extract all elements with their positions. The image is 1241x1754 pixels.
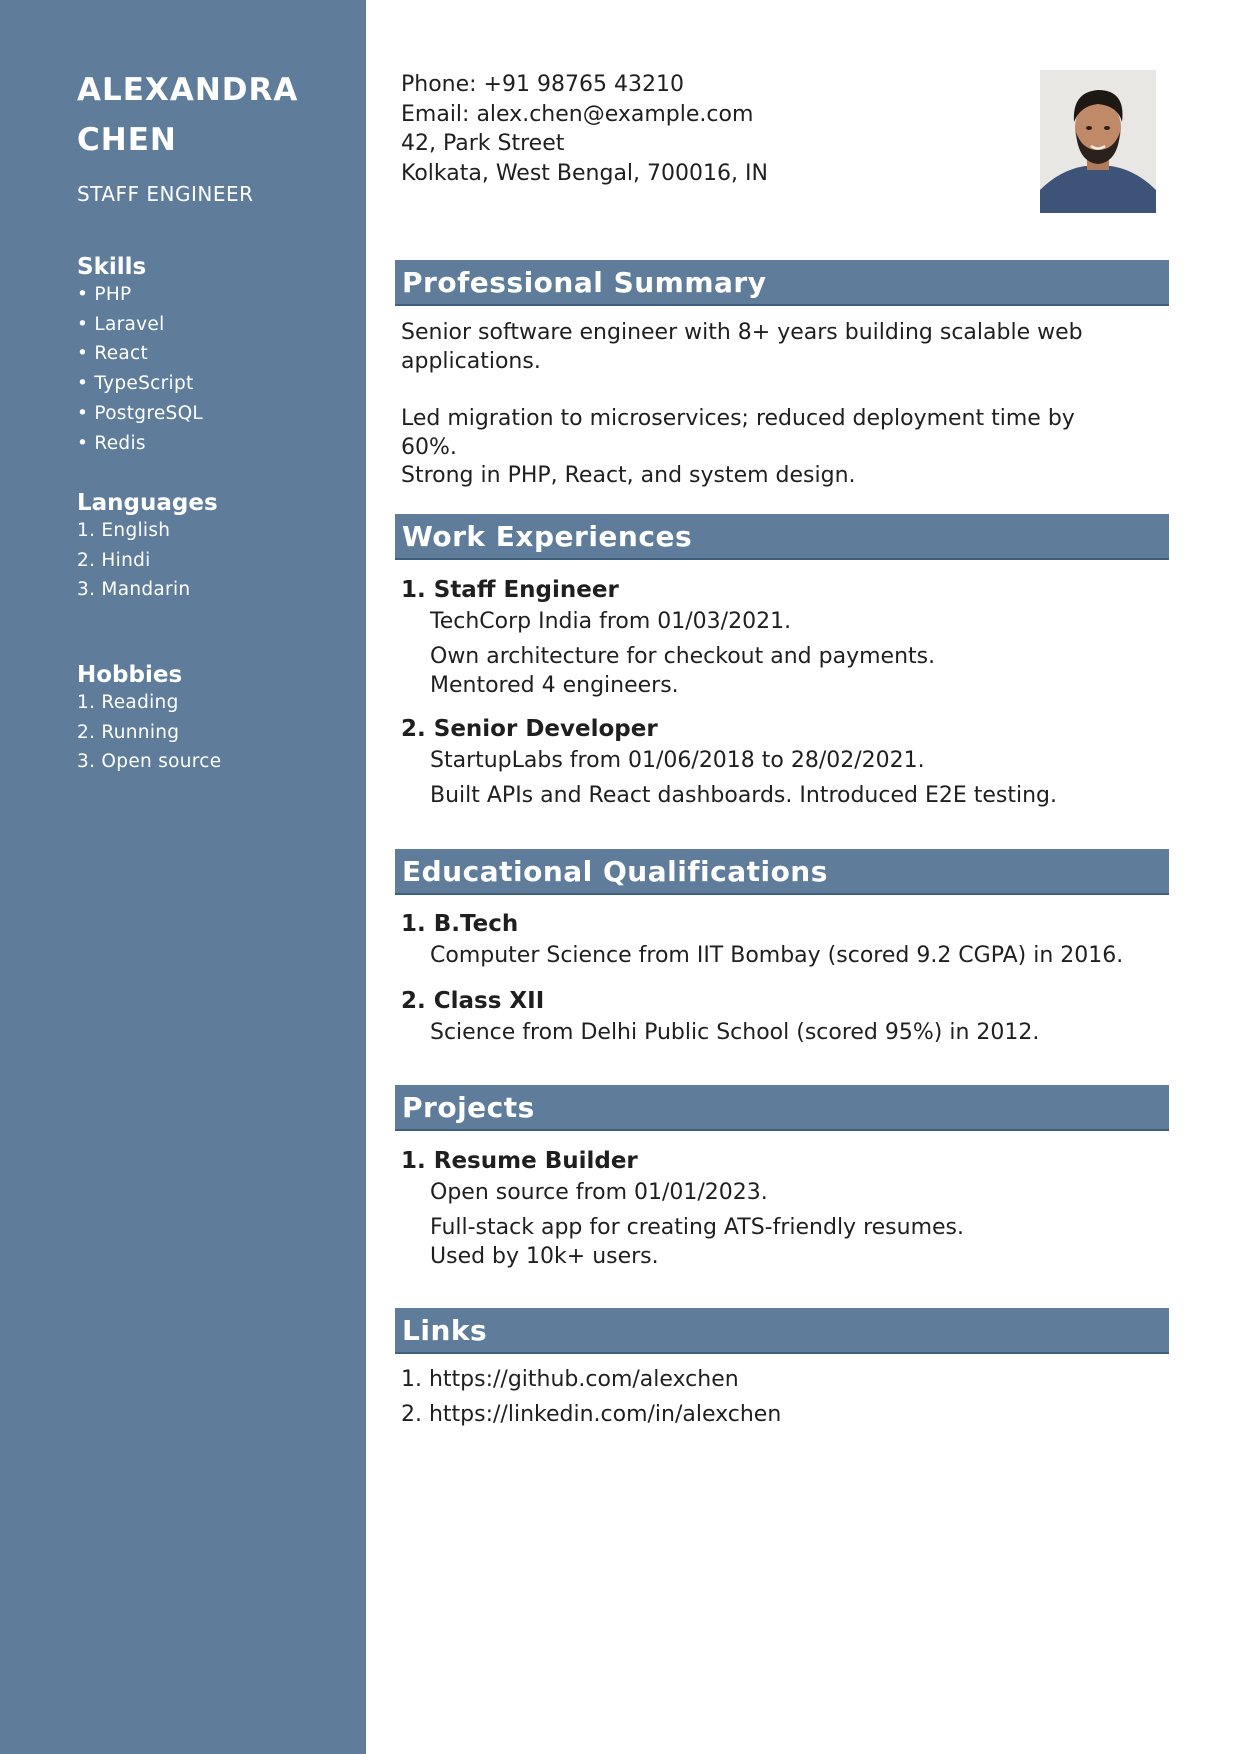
work-entry-meta: TechCorp India from 01/03/2021. xyxy=(430,609,792,634)
project-entry-meta: Open source from 01/01/2023. xyxy=(430,1180,768,1205)
list-item: • TypeScript xyxy=(77,373,194,395)
list-item: 1. Reading xyxy=(77,692,179,713)
link-github[interactable]: 1. https://github.com/alexchen xyxy=(401,1367,739,1392)
work-entry-desc: Own architecture for checkout and payments. xyxy=(430,644,936,669)
education-entry-title: 1. B.Tech xyxy=(401,911,519,937)
summary-line: Strong in PHP, React, and system design. xyxy=(401,463,856,488)
education-entry-title: 2. Class XII xyxy=(401,988,545,1014)
work-entry-meta: StartupLabs from 01/06/2018 to 28/02/2021. xyxy=(430,748,925,773)
summary-text xyxy=(401,319,1083,376)
project-entry-desc: Used by 10k+ users. xyxy=(430,1244,659,1269)
job-title: STAFF ENGINEER xyxy=(77,182,254,206)
section-header-education: Educational Qualifications xyxy=(395,849,1169,895)
skills-list xyxy=(77,280,203,458)
hobbies-list xyxy=(77,688,221,777)
list-item: 3. Mandarin xyxy=(77,579,191,601)
summary-line: Senior software engineer with 8+ years building scalable web xyxy=(401,320,1083,345)
list-item: • Redis xyxy=(77,432,146,454)
summary-text-2 xyxy=(401,405,1075,491)
list-item: • React xyxy=(77,343,149,365)
list-item: • PostgreSQL xyxy=(77,402,204,424)
section-header-summary: Professional Summary xyxy=(395,260,1169,306)
section-header-work: Work Experiences xyxy=(395,514,1169,560)
email: Email: alex.chen@example.com xyxy=(401,101,754,127)
project-entry-desc: Full-stack app for creating ATS-friendly resumes. xyxy=(430,1215,964,1240)
name-last: CHEN xyxy=(77,122,177,158)
phone: Phone: +91 98765 43210 xyxy=(401,72,684,97)
summary-line: 60%. xyxy=(401,434,457,460)
languages-heading: Languages xyxy=(77,490,218,516)
name-first: ALEXANDRA xyxy=(77,72,299,108)
list-item: • PHP xyxy=(77,284,132,305)
list-item: • Laravel xyxy=(77,313,165,335)
work-entry-desc: Mentored 4 engineers. xyxy=(430,673,679,698)
section-header-projects: Projects xyxy=(395,1085,1169,1131)
education-entry-meta: Science from Delhi Public School (scored 95%) in 2012. xyxy=(430,1020,1040,1045)
work-entry-title: 2. Senior Developer xyxy=(401,716,658,742)
address-line-1: 42, Park Street xyxy=(401,131,565,156)
profile-photo xyxy=(1040,70,1156,213)
skills-heading: Skills xyxy=(77,254,147,280)
sidebar xyxy=(0,0,366,1754)
summary-line: applications. xyxy=(401,348,541,374)
address-line-2: Kolkata, West Bengal, 700016, IN xyxy=(401,160,768,186)
contact-block xyxy=(401,70,768,188)
link-linkedin[interactable]: 2. https://linkedin.com/in/alexchen xyxy=(401,1402,782,1427)
education-entry-meta: Computer Science from IIT Bombay (scored 9.2 CGPA) in 2016. xyxy=(430,943,1124,968)
list-item: 3. Open source xyxy=(77,751,222,773)
person-portrait-icon xyxy=(1040,70,1156,213)
list-item: 1. English xyxy=(77,520,171,541)
work-entry-title: 1. Staff Engineer xyxy=(401,577,619,603)
work-entry-desc: Built APIs and React dashboards. Introduced E2E testing. xyxy=(430,783,1058,808)
hobbies-heading: Hobbies xyxy=(77,662,183,688)
section-header-links: Links xyxy=(395,1308,1169,1354)
project-entry-title: 1. Resume Builder xyxy=(401,1148,638,1174)
list-item: 2. Running xyxy=(77,721,180,743)
list-item: 2. Hindi xyxy=(77,549,151,571)
summary-line: Led migration to microservices; reduced deployment time by xyxy=(401,406,1075,431)
languages-list xyxy=(77,516,190,605)
